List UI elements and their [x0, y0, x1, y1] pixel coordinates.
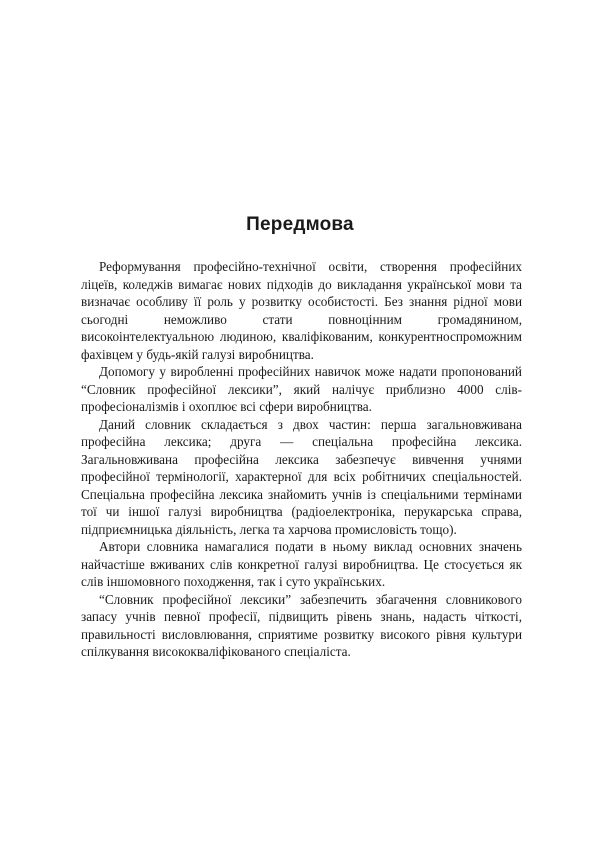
paragraph-conclusion: “Словник професійної лексики” забезпечить збагачення словникового запасу учнів певної професії, підвищить рівень знань, надасть чіткості, правильності висловлювання, сприятиме розвитку високого рівня культури спілкування висококваліфікованого спеціаліста.	[81, 591, 522, 659]
paragraph-authors: Автори словника намагалися подати в ньому виклад основних значень найчастіше вживаних слів конкретної галузі виробництва. Це стосується як слів іншомовного походження, так і суто українських.	[81, 539, 522, 589]
paragraph-dictionary-help: Допомогу у виробленні професійних навичок може надати пропонований “Словник професійної лексики”, який налічує приблизно 4000 слів-професіоналізмів і охоплює всі сфери виробництва.	[81, 364, 522, 414]
paragraph-reform: Реформування професійно-технічної освіти, створення професійних ліцеїв, коледжів вимагає нових підходів до викладання української мови та визначає особливу її роль у розвитку особистості. Без знання рідної мови сьогодні неможливо стати повноцінним громадянином, високоінтелектуальною людиною, кваліфікованим, конкурентноспроможним фахівцем у будь-якій галузі виробництва.	[81, 259, 522, 362]
paragraph-dictionary-parts: Даний словник складається з двох частин: перша загальновживана професійна лексика; друга — спеціальна професійна лексика. Загальновживана професійна лексика забезпечує вивчення учнями професійної термінології, характерної для всіх робітничих спеціальностей. Спеціальна професійна лексика знайомить учнів із спеціальними термінами тої чи іншої галузі виробництва (радіоелектроніка, перукарська справа, підприємницька діяльність, легка та харчова промисловість тощо).	[81, 416, 522, 537]
page-title: Передмова	[246, 214, 354, 235]
preface-body	[81, 258, 522, 661]
